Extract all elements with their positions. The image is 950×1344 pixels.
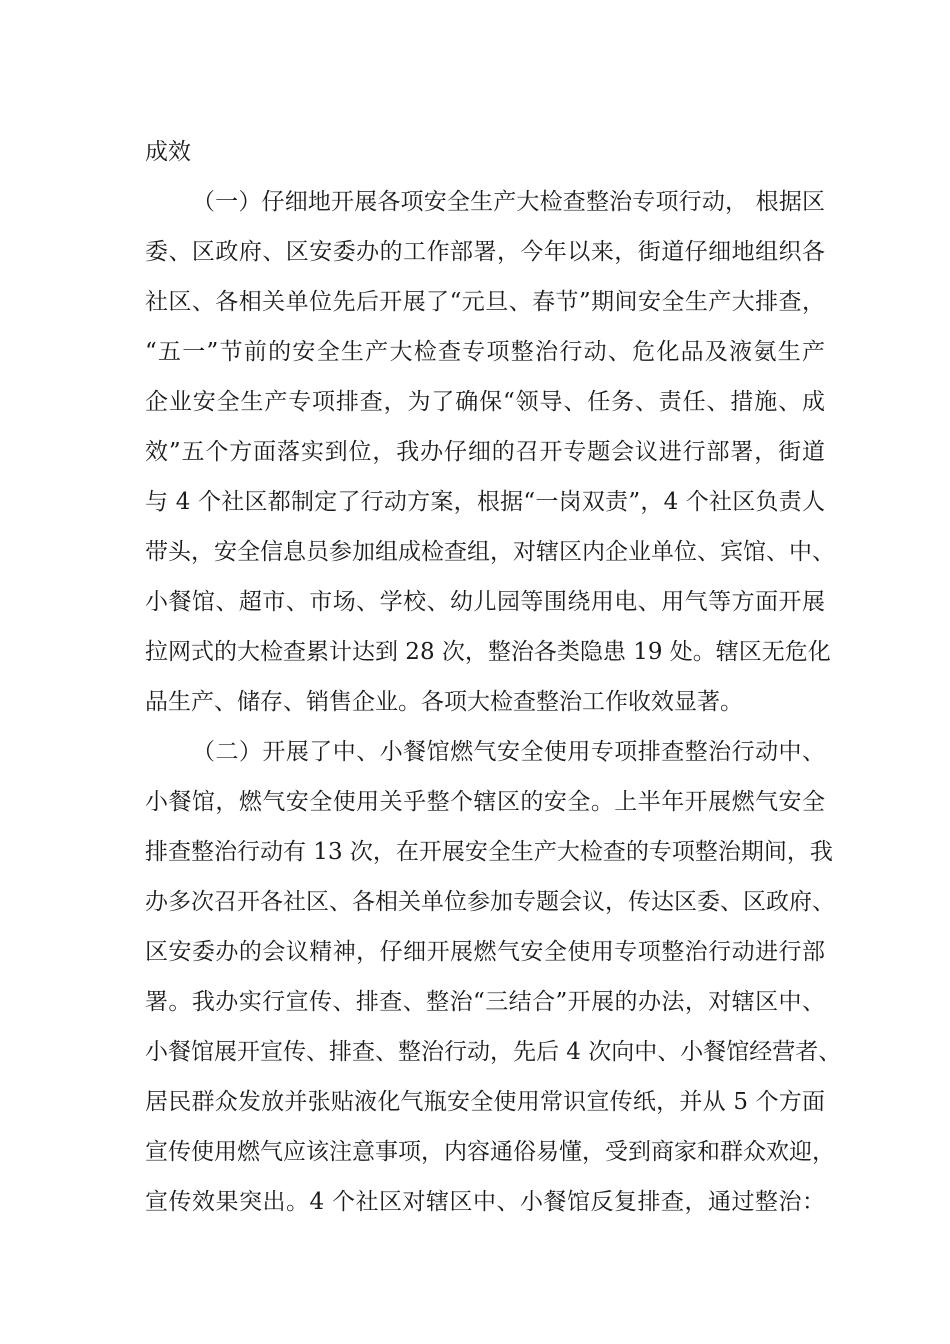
text-line-16: 办多次召开各社区、各相关单位参加专题会议，传达区委、区政府、 — [145, 889, 835, 915]
text-line-12: 品生产、储存、销售企业。各项大检查整治工作收效显著。 — [145, 689, 743, 715]
text-line-5: “五一”节前的安全生产大检查专项整治行动、危化品及液氨生产 — [145, 339, 825, 365]
text-line-6: 企业安全生产专项排查，为了确保“领导、任务、责任、措施、成 — [145, 389, 825, 415]
text-line-14: 小餐馆，燃气安全使用关乎整个辖区的安全。上半年开展燃气安全 — [145, 789, 825, 815]
text-line-22: 宣传效果突出。4 个社区对辖区中、小餐馆反复排查，通过整治： — [145, 1189, 825, 1215]
text-line-3: 委、区政府、区安委办的工作部署，今年以来，街道仔细地组织各 — [145, 239, 825, 265]
text-line-18: 署。我办实行宣传、排查、整治“三结合”开展的办法，对辖区中、 — [145, 989, 825, 1015]
text-line-20: 居民群众发放并张贴液化气瓶安全使用常识宣传纸，并从 5 个方面 — [145, 1089, 825, 1115]
text-line-19: 小餐馆展开宣传、排查、整治行动，先后 4 次向中、小餐馆经营者、 — [145, 1039, 842, 1065]
text-line-11: 拉网式的大检查累计达到 28 次，整治各类隐患 19 处。辖区无危化 — [145, 639, 831, 665]
text-line-7: 效”五个方面落实到位，我办仔细的召开专题会议进行部署，街道 — [145, 439, 825, 465]
text-line-8: 与 4 个社区都制定了行动方案，根据“一岗双责”，4 个社区负责人 — [145, 489, 825, 515]
text-line-15: 排查整治行动有 13 次，在开展安全生产大检查的专项整治期间，我 — [145, 839, 833, 865]
text-line-10: 小餐馆、超市、市场、学校、幼儿园等围绕用电、用气等方面开展 — [145, 589, 825, 615]
text-line-17: 区安委办的会议精神，仔细开展燃气安全使用专项整治行动进行部 — [145, 939, 825, 965]
section-1-heading-line: （一）仔细地开展各项安全生产大检查整治专项行动， 根据区 — [192, 189, 825, 215]
section-2-heading-line: （二）开展了中、小餐馆燃气安全使用专项排查整治行动中、 — [192, 739, 825, 765]
text-line-4: 社区、各相关单位先后开展了“元旦、春节”期间安全生产大排查， — [145, 289, 825, 315]
text-line-21: 宣传使用燃气应该注意事项，内容通俗易懂，受到商家和群众欢迎， — [145, 1139, 835, 1165]
text-line-1: 成效 — [145, 139, 191, 165]
text-line-9: 带头，安全信息员参加组成检查组，对辖区内企业单位、宾馆、中、 — [145, 539, 835, 565]
